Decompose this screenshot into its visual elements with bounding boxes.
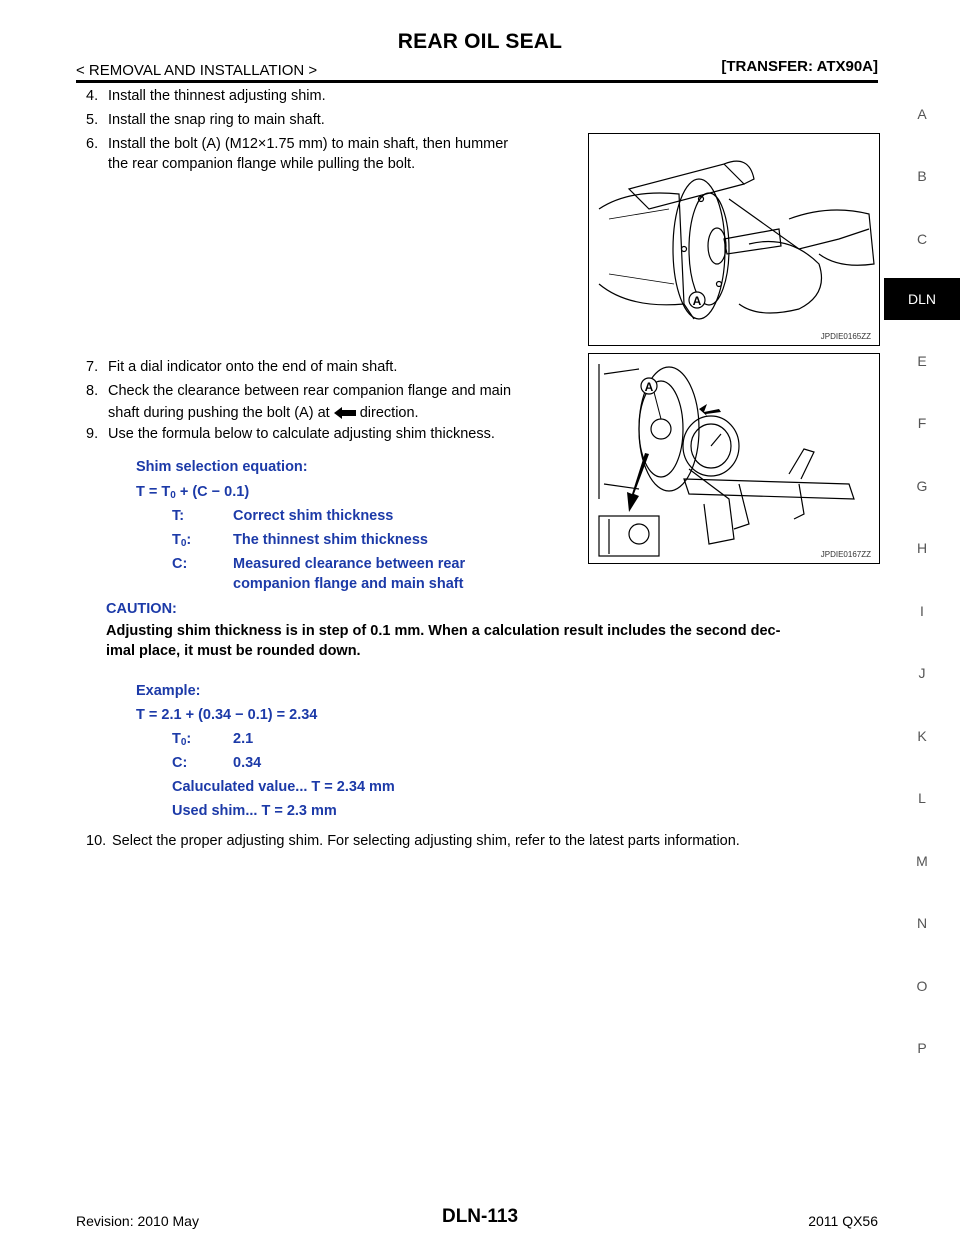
figure-hammer-flange <box>588 133 880 346</box>
footer-model: 2011 QX56 <box>808 1213 878 1229</box>
example-formula: T = 2.1 + (0.34 − 0.1) = 2.34 <box>136 707 318 723</box>
def-t0-desc: The thinnest shim thickness <box>233 532 428 548</box>
side-index-p[interactable]: P <box>917 1040 927 1056</box>
footer-revision: Revision: 2010 May <box>76 1213 199 1229</box>
equation-formula: $T = T_0 + (C - 0.1)$ <box>136 484 250 501</box>
step-7: 7. Fit a dial indicator onto the end of main shaft. <box>86 359 398 375</box>
step-10: 10. Select the proper adjusting shim. For selecting adjusting shim, refer to the latest parts information. <box>86 833 740 849</box>
side-index-j[interactable]: J <box>918 665 926 681</box>
caution-label: CAUTION: <box>106 601 177 617</box>
side-index-l[interactable]: L <box>918 790 926 806</box>
section-label: [TRANSFER: ATX90A] <box>721 58 878 75</box>
side-index-o[interactable]: O <box>916 978 928 994</box>
def-c-symbol: C: <box>172 556 188 572</box>
svg-text:A: A <box>692 294 702 308</box>
svg-text:A: A <box>644 380 654 394</box>
breadcrumb: < REMOVAL AND INSTALLATION > <box>76 62 318 79</box>
side-index-g[interactable]: G <box>916 478 928 494</box>
step-8: 8. Check the clearance between rear companion flange and main shaft during pushing the bolt (A) at direction. <box>86 383 512 421</box>
hammer-illustration <box>589 134 879 345</box>
side-index-k[interactable]: K <box>917 728 927 744</box>
def-t0-symbol: $T_0$: <box>172 532 192 549</box>
example-c-symbol: C: <box>172 755 188 771</box>
figure-dial-indicator <box>588 353 880 564</box>
figure-code: JPDIE0165ZZ <box>820 332 871 341</box>
def-t-desc: Correct shim thickness <box>233 508 394 524</box>
caution-text: Adjusting shim thickness is in step of 0.1 mm. When a calculation result includes the second dec- imal place, it must be rounded down. <box>106 623 781 659</box>
side-index-m[interactable]: M <box>916 853 928 869</box>
header-divider <box>76 80 878 83</box>
side-index-c[interactable]: C <box>916 231 928 247</box>
side-index-e[interactable]: E <box>917 353 927 369</box>
side-index-i[interactable]: I <box>920 603 924 619</box>
example-t0-symbol: $T_0$: <box>172 731 192 748</box>
step-4: 4. Install the thinnest adjusting shim. <box>86 88 326 104</box>
example-calculated: Caluculated value... T = 2.34 mm <box>172 779 395 795</box>
example-t0-value: 2.1 <box>233 731 254 747</box>
step-9: 9. Use the formula below to calculate adjusting shim thickness. <box>86 426 495 442</box>
arrow-left-icon <box>334 407 356 419</box>
figure-code: JPDIE0167ZZ <box>820 550 871 559</box>
example-heading: Example: <box>136 683 201 699</box>
example-used-shim: Used shim... T = 2.3 mm <box>172 803 337 819</box>
def-c-desc-cont: companion flange and main shaft <box>233 576 464 592</box>
page-number: DLN-113 <box>441 1206 519 1227</box>
step-5: 5. Install the snap ring to main shaft. <box>86 112 325 128</box>
side-index-dln[interactable]: DLN <box>884 278 960 320</box>
side-index-b[interactable]: B <box>917 168 927 184</box>
example-c-value: 0.34 <box>233 755 262 771</box>
def-c-desc: Measured clearance between rear <box>233 556 466 572</box>
side-index-h[interactable]: H <box>916 540 928 556</box>
dial-indicator-illustration <box>589 354 879 563</box>
side-index-a[interactable]: A <box>917 106 927 122</box>
page-title: REAR OIL SEAL <box>397 30 563 53</box>
def-t-symbol: T: <box>172 508 185 524</box>
side-index-f[interactable]: F <box>917 415 927 431</box>
side-index-n[interactable]: N <box>916 915 928 931</box>
step-6: 6. Install the bolt (A) (M12×1.75 mm) to main shaft, then hummer the rear companion flange while pulling the bolt. <box>86 136 509 172</box>
equation-heading: Shim selection equation: <box>136 459 308 475</box>
